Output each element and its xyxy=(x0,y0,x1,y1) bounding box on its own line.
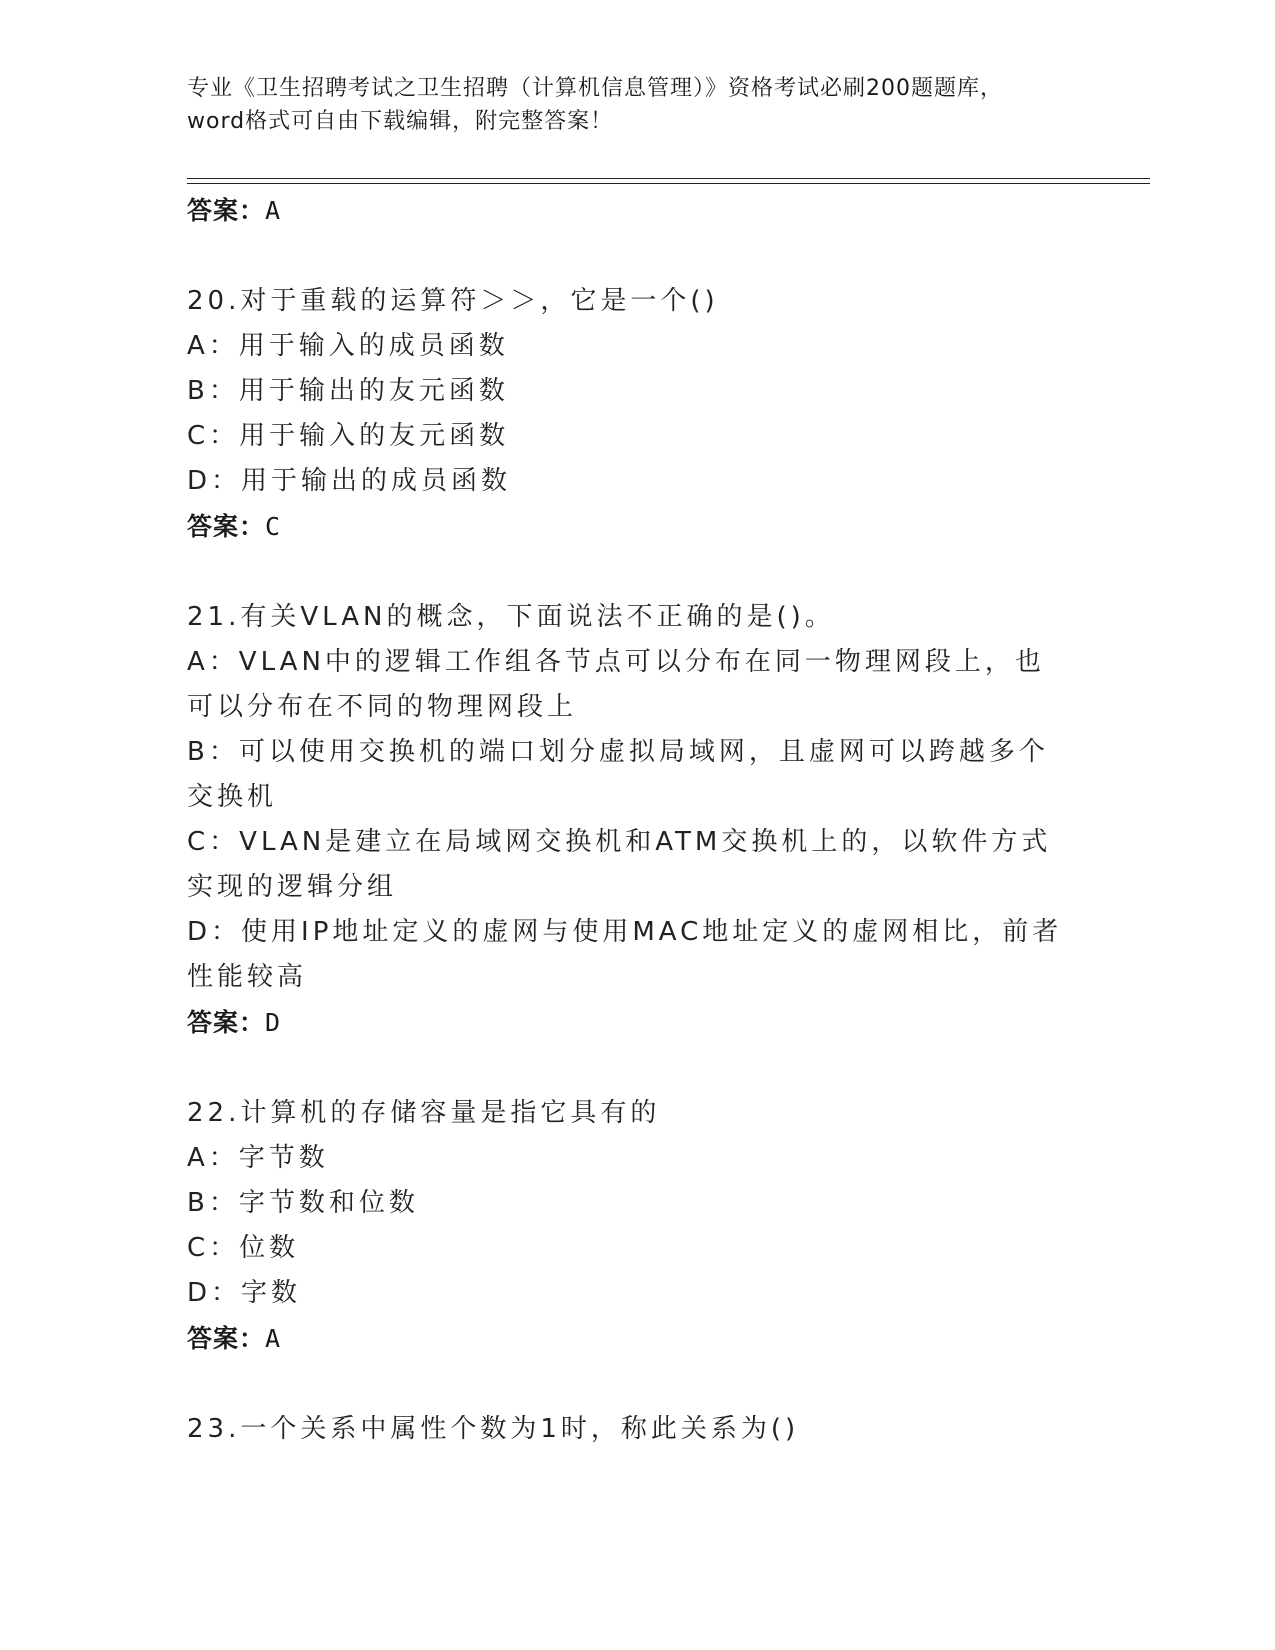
header-divider-top xyxy=(187,178,1150,179)
answer-label: 答案： xyxy=(187,196,266,225)
option-d: D：字数 xyxy=(187,1278,302,1308)
option-c: C：用于输入的友元函数 xyxy=(187,421,510,451)
answer-line xyxy=(187,1316,1087,1362)
option-a: A：VLAN中的逻辑工作组各节点可以分布在同一物理网段上，也可以分布在不同的物理网段上 xyxy=(187,647,1045,722)
document-header xyxy=(187,72,1087,138)
question-20 xyxy=(187,279,1087,550)
answer-value: A xyxy=(265,1324,282,1353)
question-stem: 21.有关VLAN的概念，下面说法不正确的是()。 xyxy=(187,602,835,632)
question-stem: 22.计算机的存储容量是指它具有的 xyxy=(187,1098,661,1128)
option-c: C：位数 xyxy=(187,1233,300,1263)
header-line-1: 专业《卫生招聘考试之卫生招聘（计算机信息管理）》资格考试必刷200题题库， xyxy=(187,76,1003,101)
question-23 xyxy=(187,1407,1087,1452)
answer-value: C xyxy=(265,512,282,541)
option-a: A：用于输入的成员函数 xyxy=(187,331,509,361)
question-21 xyxy=(187,595,1087,1046)
answer-line xyxy=(187,504,1087,550)
question-22 xyxy=(187,1091,1087,1362)
header-line-2: word格式可自由下载编辑，附完整答案！ xyxy=(187,109,614,134)
option-d: D：使用IP地址定义的虚网与使用MAC地址定义的虚网相比，前者性能较高 xyxy=(187,917,1063,992)
option-b: B：字节数和位数 xyxy=(187,1188,419,1218)
option-b: B：用于输出的友元函数 xyxy=(187,376,509,406)
answer-line xyxy=(187,188,1087,234)
question-stem: 20.对于重载的运算符＞＞，它是一个() xyxy=(187,286,719,316)
option-b: B：可以使用交换机的端口划分虚拟局域网，且虚网可以跨越多个交换机 xyxy=(187,737,1049,812)
answer-line xyxy=(187,1000,1087,1046)
answer-label: 答案： xyxy=(187,1324,266,1353)
answer-value: D xyxy=(265,1008,282,1037)
header-divider-bottom xyxy=(187,183,1150,184)
question-stem: 23.一个关系中属性个数为1时，称此关系为() xyxy=(187,1414,800,1444)
answer-label: 答案： xyxy=(187,1008,266,1037)
option-a: A：字节数 xyxy=(187,1143,329,1173)
answer-label: 答案： xyxy=(187,512,266,541)
option-c: C：VLAN是建立在局域网交换机和ATM交换机上的，以软件方式实现的逻辑分组 xyxy=(187,827,1052,902)
option-d: D：用于输出的成员函数 xyxy=(187,466,512,496)
question-list xyxy=(187,188,1087,1452)
answer-value: A xyxy=(265,196,282,225)
